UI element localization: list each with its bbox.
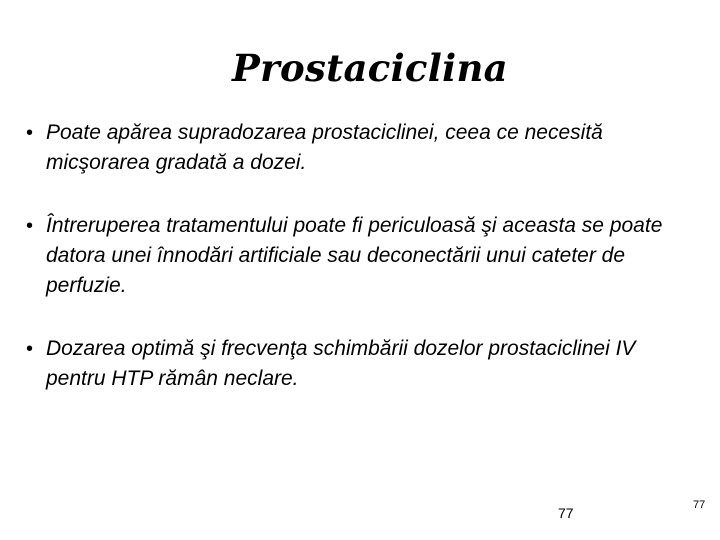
bullet-item-1 bbox=[26, 118, 686, 178]
bullet-item-2 bbox=[26, 211, 686, 301]
bullet-text: Întreruperea tratamentului poate fi periculoasă şi aceasta se poate datora unei înnodări artificiale sau deconectării unui cateter de perfuzie. bbox=[46, 214, 663, 297]
bullet-list bbox=[26, 118, 686, 394]
bullet-text: Dozarea optimă şi frecvenţa schimbării dozelor prostaciclinei IV pentru HTP rămân neclare. bbox=[46, 337, 636, 390]
bullet-text: Poate apărea supradozarea prostaciclinei, ceea ce necesită micşorarea gradată a dozei. bbox=[46, 121, 603, 174]
page-number: 77 bbox=[558, 505, 574, 521]
bullet-marker-icon: • bbox=[26, 122, 34, 144]
bullet-marker-icon: • bbox=[26, 215, 34, 237]
slide-title: Prostaciclina bbox=[232, 46, 508, 90]
bullet-marker-icon: • bbox=[26, 338, 34, 360]
bullet-item-3 bbox=[26, 334, 686, 394]
slide-number: 77 bbox=[693, 499, 706, 511]
